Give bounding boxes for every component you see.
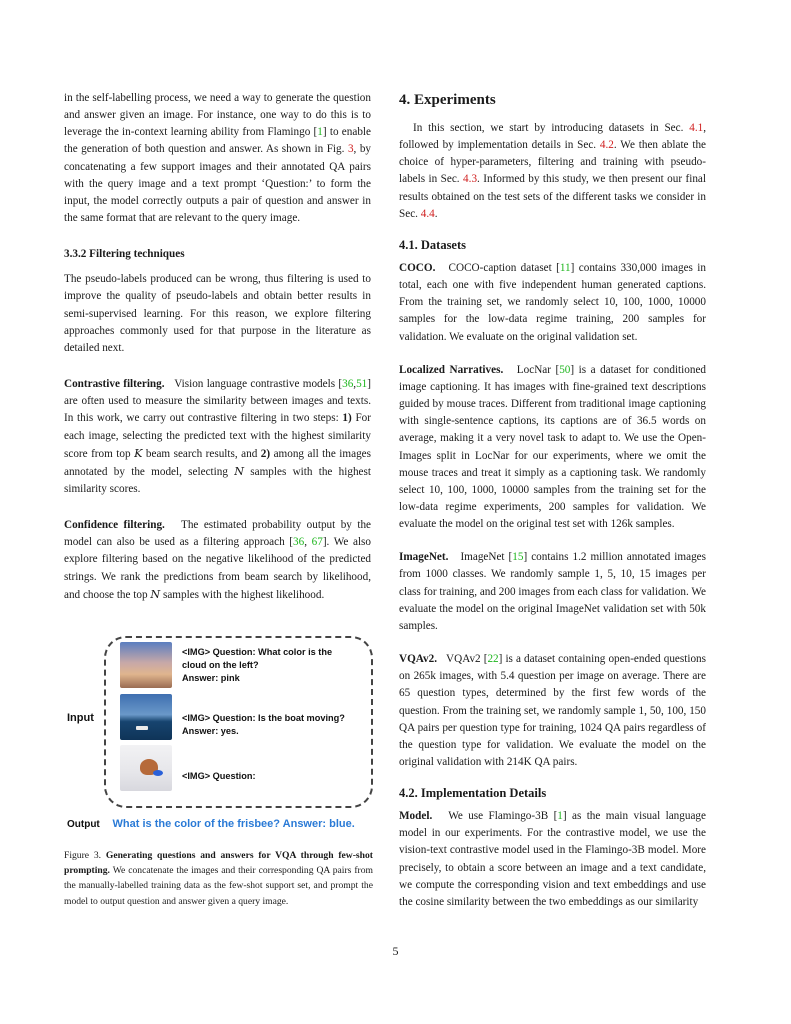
vqav2-paragraph [399, 651, 706, 771]
locnar-body: LocNar [50] is a dataset for conditioned image captioning. It has images with fine-grained text descriptions guided by mouse traces. Different from traditional image captioning with single-sentence captions, its captions are of 36.5 words on average, making it a very novel task to adapt to. We use the Open-Images split in LocNar for our experiments, where we omit the mouse traces and treat it simply as a captioning task. We randomly select 10, 100, 1000, 10000 samples from the training set for the low-data regime experiments, 200 samples for validation. We evaluate the model on the original test set with 126k samples. [399, 363, 707, 531]
figure-output-text: What is the color of the frisbee? Answer: blue. [112, 818, 355, 830]
left-column [64, 90, 371, 604]
contrastive-paragraph [64, 376, 371, 498]
citation-link[interactable]: 36 [293, 536, 305, 549]
locnar-paragraph [399, 362, 706, 534]
qa-example-1 [182, 646, 362, 685]
imagenet-paragraph [399, 549, 706, 635]
figure-output-label: Output [67, 819, 100, 830]
coco-paragraph [399, 260, 706, 346]
model-title: Model. [399, 810, 433, 823]
confidence-title: Confidence filtering. [64, 519, 165, 532]
citation-link[interactable]: 50 [559, 363, 571, 376]
cloud-image-thumbnail [120, 642, 172, 688]
contrastive-body: Vision language contrastive models [36,51] are often used to measure the similarity between images and texts. In this work, we carry out contrastive filtering in two steps: 1) For each image, selecting the predicted text with the highest similarity score from top K beam search results, and 2) among all the images annotated by the model, selecting N samples with the highest similarity scores. [64, 378, 371, 495]
frisbee-shape [153, 770, 163, 776]
caption-prefix: Figure 3. [64, 850, 102, 861]
citation-link[interactable]: 15 [512, 551, 524, 564]
citation-link[interactable]: 11 [559, 261, 571, 274]
citation-link[interactable]: 51 [356, 378, 368, 391]
section-ref-link[interactable]: 4.1 [689, 122, 704, 134]
section-ref-link[interactable]: 4.4 [420, 207, 435, 220]
caption-body: We concatenate the images and their corresponding QA pairs from the manually-labelled training data as the few-shot support set, and prompt the model to output question and answer given a query image. [64, 865, 373, 907]
step-number: 2) [260, 447, 271, 460]
imagenet-title: ImageNet. [399, 551, 449, 564]
imagenet-body: ImageNet [15] contains 1.2 million annotated images from 1000 classes. We randomly sample 1, 5, 10, 15 images per class for training, and 200 images from each class for validation. We evaluate the model on the original ImageNet validation set with 50k samples. [399, 551, 706, 632]
section-title: 4. Experiments [399, 92, 496, 108]
qa2-line-2: Answer: yes. [182, 726, 239, 736]
experiments-intro: In this section, we start by introducing datasets in Sec. 4.1, followed by implementation details in Sec. 4.2. We then ablate the choice of hyper-parameters, filtering and training with pseudo-labels in Sec. 4.3. Informed by this study, we then present our final results obtained on the test sets of the different tasks we consider in Sec. 4.4. [399, 122, 706, 220]
citation-link[interactable]: 67 [311, 536, 323, 549]
subsection-title: 3.3.2 Filtering techniques [64, 248, 185, 261]
vqav2-title: VQAv2. [399, 653, 438, 666]
boat-shape [136, 726, 148, 730]
caption-title: Generating questions and answers for VQA through few-shot prompting. [64, 850, 373, 877]
math-variable: K [134, 446, 143, 460]
model-paragraph [399, 808, 706, 911]
vqav2-body: VQAv2 [22] is a dataset containing open-ended questions on 265k images, with 5.4 question per image on average. There are 65 question types, determined by the first few words of the question. From the training set, we randomly sample 1, 50, 100, 150 QA pairs per question type for training, 1024 QA pairs regardless of the question type for validation. We evaluate the model on the original validation with 214K QA pairs. [399, 653, 706, 768]
dog-frisbee-image-thumbnail [120, 745, 172, 791]
citation-link[interactable]: 36 [342, 378, 354, 391]
page-number: 5 [392, 944, 399, 958]
citation-link[interactable]: 1 [557, 810, 563, 823]
implementation-title: 4.2. Implementation Details [399, 786, 547, 801]
figure-input-label: Input [67, 712, 94, 724]
qa1-line-3: Answer: pink [182, 673, 240, 683]
section-ref-link[interactable]: 3 [347, 143, 354, 156]
section-ref-link[interactable]: 4.3 [463, 173, 478, 186]
confidence-paragraph [64, 517, 371, 604]
qa1-line-2: cloud on the left? [182, 660, 259, 670]
qa-query [182, 770, 362, 783]
step-number: 1) [342, 412, 352, 425]
contrastive-title: Contrastive filtering. [64, 378, 165, 391]
boat-image-thumbnail [120, 694, 172, 740]
coco-body: COCO-caption dataset [11] contains 330,000 images in total, each one with five independent human generated captions. From the training set, we randomly select 10, 100, 1000, 10000 samples for the low-data regime training, 200 samples for validation. We evaluate on the original validation set. [399, 261, 706, 343]
citation-link[interactable]: 22 [487, 653, 499, 666]
math-variable: N [234, 464, 244, 478]
qa3-line-1: <IMG> Question: [182, 771, 256, 781]
math-variable: N [150, 587, 161, 601]
filtering-intro-paragraph: The pseudo-labels produced can be wrong, thus filtering is used to improve the quality of pseudo-labels and obtain better results in semi-supervised learning. For this reason, we explore filtering approaches commonly used for that purpose in the literature as detailed next. [64, 273, 371, 354]
qa-example-2 [182, 712, 362, 738]
citation-link[interactable]: 1 [317, 126, 323, 139]
confidence-body: The estimated probability output by the model can also be used as a filtering approach [36, 67]. We also explore filtering based on the negative likelihood of the predicted strings. We rank the predictions from beam search by likelihood, and choose the top N samples with the highest likelihood. [64, 519, 372, 601]
figure-3 [64, 632, 374, 837]
section-ref-link[interactable]: 4.2 [599, 139, 614, 152]
right-column [399, 90, 706, 911]
locnar-title: Localized Narratives. [399, 363, 504, 376]
model-body: We use Flamingo-3B [1] as the main visual language model in our experiments. For the contrastive model, we use the vision-text contrastive model used in the Flamingo-3B model. More precisely, to obtain a score between an image and a text candidate, we compute the corresponding vision and text embeddings and use the cosine similarity between the two embeddings as our similarity [399, 810, 706, 908]
datasets-title: 4.1. Datasets [399, 237, 467, 252]
figure-caption [64, 848, 373, 909]
qa2-line-1: <IMG> Question: Is the boat moving? [182, 713, 345, 723]
intro-paragraph: in the self-labelling process, we need a way to generate the question and answer given an image. For instance, one way to do this is to leverage the in-context learning ability from Flamingo [1] to enable the generation of both question and answer. As shown in Fig. 3, by concatenating a few support images and their annotated QA pairs with the query image and a text prompt ‘Question:’ to form the input, the model correctly outputs a pair of question and answer in the same format that are relevant to the query image. [64, 92, 372, 225]
figure-output-row [67, 818, 355, 830]
qa1-line-1: <IMG> Question: What color is the [182, 647, 333, 657]
coco-title: COCO. [399, 261, 436, 274]
